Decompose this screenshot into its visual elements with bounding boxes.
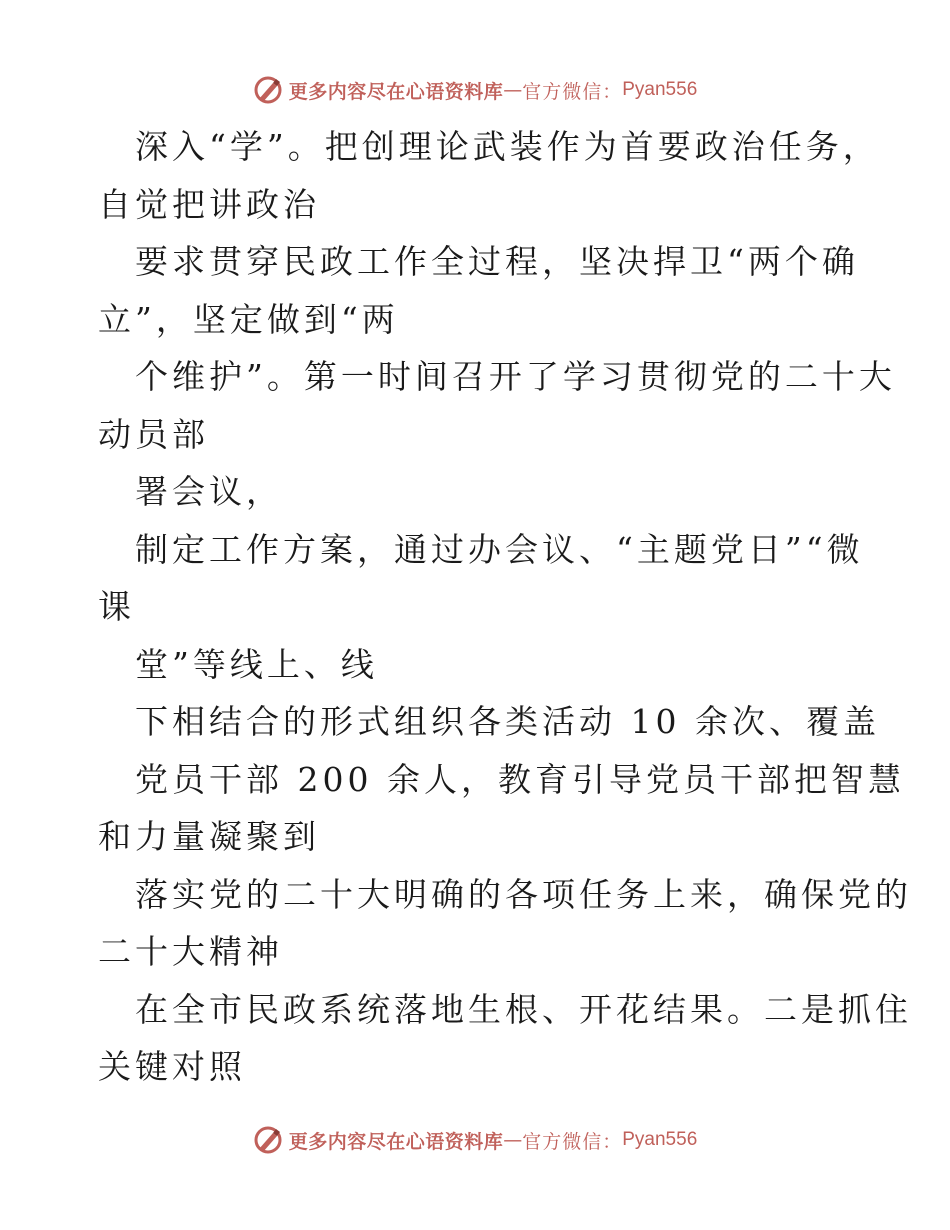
banner-main-text: 更多内容尽在心语资料库 xyxy=(288,1130,504,1153)
banner-wechat-label: 官方微信： xyxy=(522,1130,623,1153)
text-line: 个维护”。第一时间召开了学习贯彻党的二十大 xyxy=(135,357,896,396)
text-line: 在全市民政系统落地生根、开花结果。二是抓住 xyxy=(135,989,912,1029)
banner-dash: — xyxy=(503,79,523,101)
banner-wechat-label: 官方微信： xyxy=(522,80,623,103)
text-line: 课 xyxy=(98,587,135,626)
banner-wechat-id: Pyan556 xyxy=(622,1129,698,1150)
text-line: 党员干部 200 余人，教育引导党员干部把智慧 xyxy=(135,759,905,799)
text-line: 落实党的二十大明确的各项任务上来，确保党的 xyxy=(135,874,912,914)
header-watermark-banner xyxy=(0,70,950,110)
banner-main-text: 更多内容尽在心语资料库 xyxy=(288,80,504,103)
text-line: 立”，坚定做到“两 xyxy=(98,299,399,339)
pen-logo-icon xyxy=(253,75,283,105)
text-line: 深入“学”。把创理论武装作为首要政治任务， xyxy=(135,127,880,166)
text-line: 和力量凝聚到 xyxy=(98,817,320,856)
text-line: 二十大精神 xyxy=(98,932,283,971)
text-line: 制定工作方案，通过办会议、“主题党日”“微 xyxy=(135,529,864,569)
pen-logo-icon xyxy=(253,1125,283,1155)
banner-wechat-id: Pyan556 xyxy=(622,79,698,100)
text-line: 下相结合的形式组织各类活动 10 余次、覆盖 xyxy=(135,702,880,741)
banner-dash: — xyxy=(503,1129,523,1151)
text-line: 堂”等线上、线 xyxy=(135,644,378,684)
footer-watermark-banner xyxy=(0,1120,950,1160)
document-body xyxy=(98,118,912,1096)
text-line: 署会议， xyxy=(135,472,283,511)
text-line: 自觉把讲政治 xyxy=(98,184,320,224)
text-line: 要求贯穿民政工作全过程，坚决捍卫“两个确 xyxy=(135,242,859,281)
text-line: 关键对照 xyxy=(98,1047,246,1086)
text-line: 动员部 xyxy=(98,414,209,454)
